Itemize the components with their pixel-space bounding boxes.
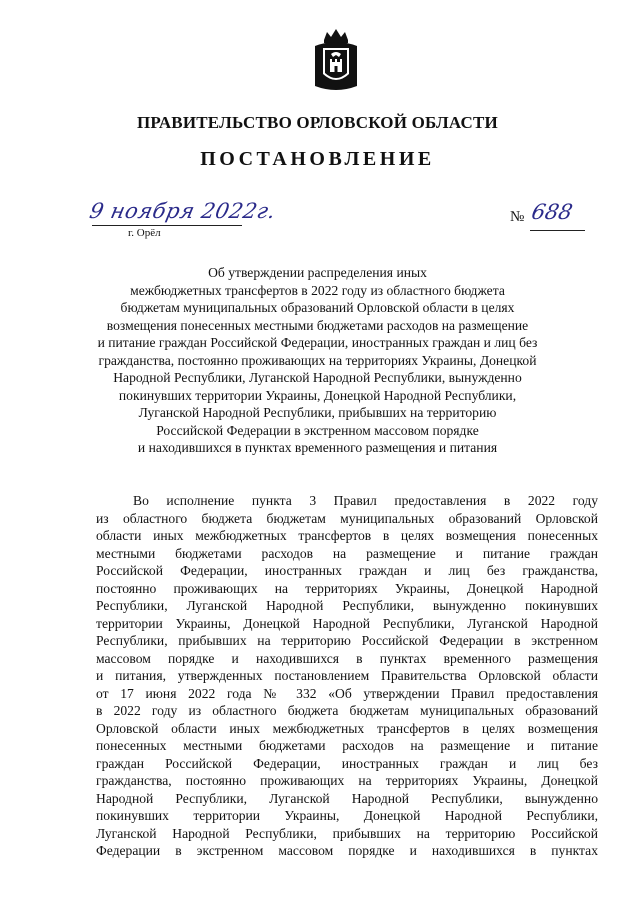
subject-line: покинувших территории Украины, Донецкой Народной Республики, bbox=[118, 387, 517, 403]
handwritten-number: 688 bbox=[529, 200, 575, 224]
body-line: от 17 июня 2022 года № 332 «Об утверждении Правил предоставления bbox=[96, 685, 598, 701]
number-underline bbox=[530, 230, 585, 231]
handwritten-date: 9 ноября 2022г. bbox=[87, 199, 279, 223]
subject-line: бюджетам муниципальных образований Орловской области в целях bbox=[120, 300, 515, 315]
subject-line: возмещения понесенных местными бюджетами расходов на размещение bbox=[106, 317, 529, 333]
body-line: Республики, Луганской Народной Республики, вынужденно покинувших bbox=[96, 598, 598, 613]
body-line: гражданства, постоянно проживающих на территориях Украины, Донецкой bbox=[96, 773, 598, 788]
subject-line: Об утверждении распределения иных bbox=[208, 265, 427, 280]
body-paragraph bbox=[96, 492, 598, 860]
subject-line: и питание граждан Российской Федерации, иностранных граждан и лиц без bbox=[97, 335, 538, 350]
subject-line: Народной Республики, Луганской Народной Республики, вынужденно bbox=[113, 370, 522, 385]
body-line: Во исполнение пункта 3 Правил предоставления в 2022 году bbox=[133, 493, 598, 508]
body-line: из областного бюджета бюджетам муниципальных образований Орловской bbox=[96, 510, 598, 526]
body-line: Республики, прибывших на территорию Российской Федерации в экстренном bbox=[96, 633, 598, 648]
body-line: области иных межбюджетных трансфертов в целях возмещения понесенных bbox=[96, 528, 598, 543]
body-line: граждан Российской Федерации, иностранных граждан и лиц без bbox=[96, 755, 598, 771]
body-line: постоянно проживающих на территориях Украины, Донецкой Народной bbox=[96, 580, 598, 596]
body-line: Орловской области иных межбюджетных трансфертов в целях возмещения bbox=[96, 720, 598, 736]
subject-line: Луганской Народной Республики, прибывших на территорию bbox=[138, 405, 497, 420]
body-line: Луганской Народной Республики, прибывших на территорию Российской bbox=[96, 825, 598, 841]
body-line: Российской Федерации, иностранных граждан и лиц без гражданства, bbox=[96, 563, 598, 578]
body-line: Федерации в экстренном массовом порядке и находившихся в пунктах bbox=[96, 843, 598, 858]
subject-line: Российской Федерации в экстренном массовом порядке bbox=[156, 422, 479, 438]
body-line: Народной Республики, Луганской Народной Республики, вынужденно bbox=[96, 790, 598, 806]
city-label: г. Орёл bbox=[128, 227, 161, 239]
body-line: и питания, утвержденных постановлением Правительства Орловской области bbox=[96, 668, 598, 683]
date-underline bbox=[92, 225, 242, 226]
body-line: понесенных местными бюджетами расходов на размещение и питание bbox=[96, 738, 598, 753]
body-line: в 2022 году из областного бюджета бюджетам муниципальных образований bbox=[96, 703, 598, 718]
subject-line: межбюджетных трансфертов в 2022 году из областного бюджета bbox=[130, 282, 505, 298]
coat-of-arms-icon bbox=[311, 26, 361, 94]
document-type: ПОСТАНОВЛЕНИЕ bbox=[200, 148, 435, 170]
body-line: массовом порядке и находившихся в пунктах временного размещения bbox=[96, 650, 598, 666]
document-subject bbox=[0, 264, 635, 457]
body-line: местными бюджетами расходов на размещение и питание граждан bbox=[96, 545, 598, 561]
number-sign: № bbox=[510, 209, 525, 225]
subject-line: гражданства, постоянно проживающих на территориях Украины, Донецкой bbox=[98, 352, 537, 368]
government-title: ПРАВИТЕЛЬСТВО ОРЛОВСКОЙ ОБЛАСТИ bbox=[137, 113, 498, 132]
subject-line: и находившихся в пунктах временного размещения и питания bbox=[137, 440, 498, 455]
body-line: покинувших территории Украины, Донецкой Народной Республики, bbox=[96, 808, 598, 823]
body-line: территории Украины, Донецкой Народной Республики, Луганской Народной bbox=[96, 615, 598, 631]
